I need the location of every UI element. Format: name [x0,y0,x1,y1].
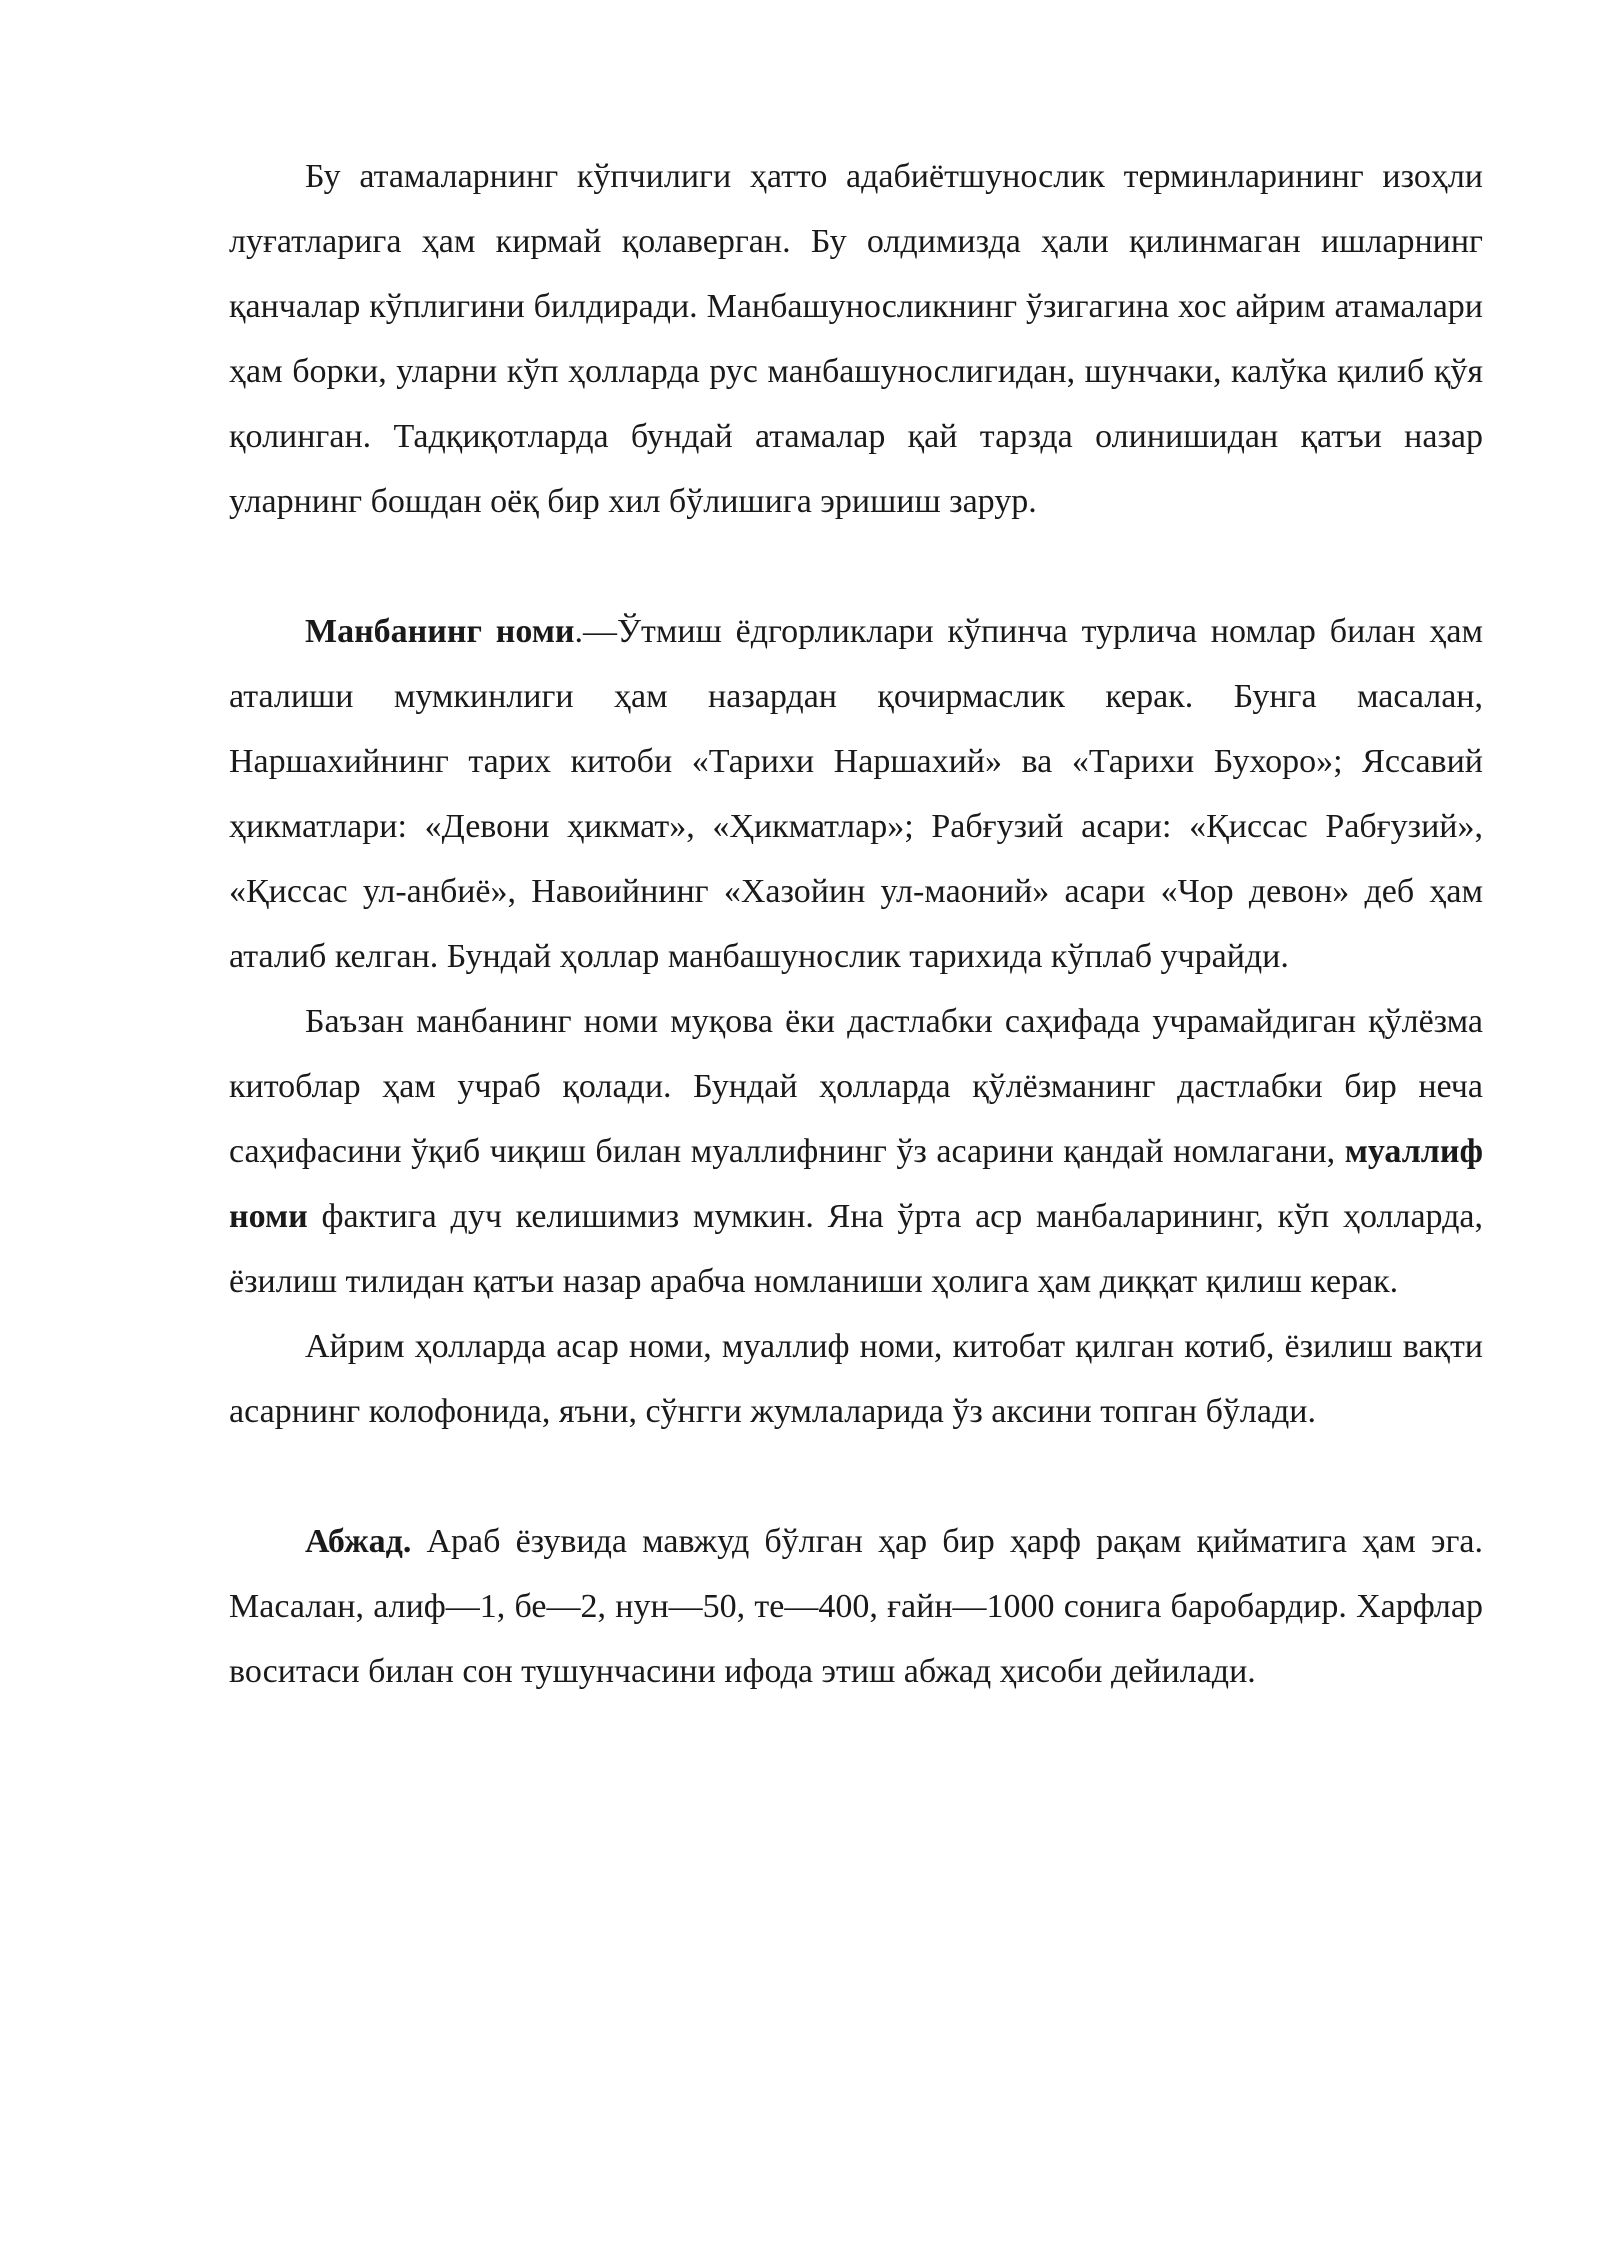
paragraph-text: .—Ўтмиш ёдгорликлари кўпинча турлича номлар билан ҳам аталиши мумкинлиги ҳам назардан қочирмаслик керак. Бунга масалан, Наршахийнинг тарих китоби «Тарихи Наршахий» ва «Тарихи Бухоро»; Яссавий ҳикматлари: «Девони ҳикмат», «Ҳикматлар»; Рабғузий асари: «Қиссас Рабғузий», «Қиссас ул-анбиё», Навоийнинг «Хазойин ул-маоний» асари «Чор девон» деб ҳам аталиб келган. Бундай ҳоллар манбашунослик тарихида кўплаб учрайди. [229,613,1483,975]
paragraph-text: Бу атамаларнинг кўпчилиги ҳатто адабиётшунослик терминларининг изоҳли луғатларига ҳам кирмай қолаверган. Бу олдимизда ҳали қилинмаган ишларнинг қанчалар кўплигини билдиради. Манбашуносликнинг ўзигагина хос айрим атамалари ҳам борки, уларни кўп ҳолларда рус манбашунослигидан, шунчаки, калўка қилиб қўя қолинган. Тадқиқотларда бундай атамалар қай тарзда олинишидан қатъи назар уларнинг бошдан оёқ бир хил бўлишига эришиш зарур. [229,158,1483,520]
paragraph-colophon [229,1314,1483,1444]
paragraph-source-name [229,599,1483,989]
section-gap [229,1444,1483,1509]
paragraph-author-name [229,989,1483,1314]
paragraph-abjad [229,1509,1483,1704]
term-heading: Абжад. [305,1523,412,1560]
paragraph-text: фактига дуч келишимиз мумкин. Яна ўрта аср манбаларининг, кўп ҳолларда, ёзилиш тилидан қатъи назар арабча номланиши ҳолига ҳам диққат қилиш керак. [229,1198,1483,1300]
paragraph-text: Айрим ҳолларда асар номи, муаллиф номи, китобат қилган котиб, ёзилиш вақти асарнинг колофонида, яъни, сўнгги жумлаларида ўз аксини топган бўлади. [229,1328,1483,1430]
section-gap [229,534,1483,599]
paragraph-text: Баъзан манбанинг номи муқова ёки дастлабки саҳифада учрамайдиган қўлёзма китоблар ҳам учраб қолади. Бундай ҳолларда қўлёзманинг дастлабки бир неча саҳифасини ўқиб чиқиш билан муаллифнинг ўз асарини қандай номлагани, [229,1003,1483,1170]
term-heading: Манбанинг номи [305,613,575,650]
paragraph-text: Араб ёзувида мавжуд бўлган ҳар бир ҳарф рақам қийматига ҳам эга. Масалан, алиф—1, бе—2, нун—50, те—400, ғайн—1000 сонига баробардир. Харфлар воситаси билан сон тушунчасини ифода этиш абжад ҳисоби дейилади. [229,1523,1483,1690]
paragraph-terminology [229,144,1483,534]
document-body [229,144,1483,1704]
bold-phrase: муаллиф номи [229,1133,1483,1235]
